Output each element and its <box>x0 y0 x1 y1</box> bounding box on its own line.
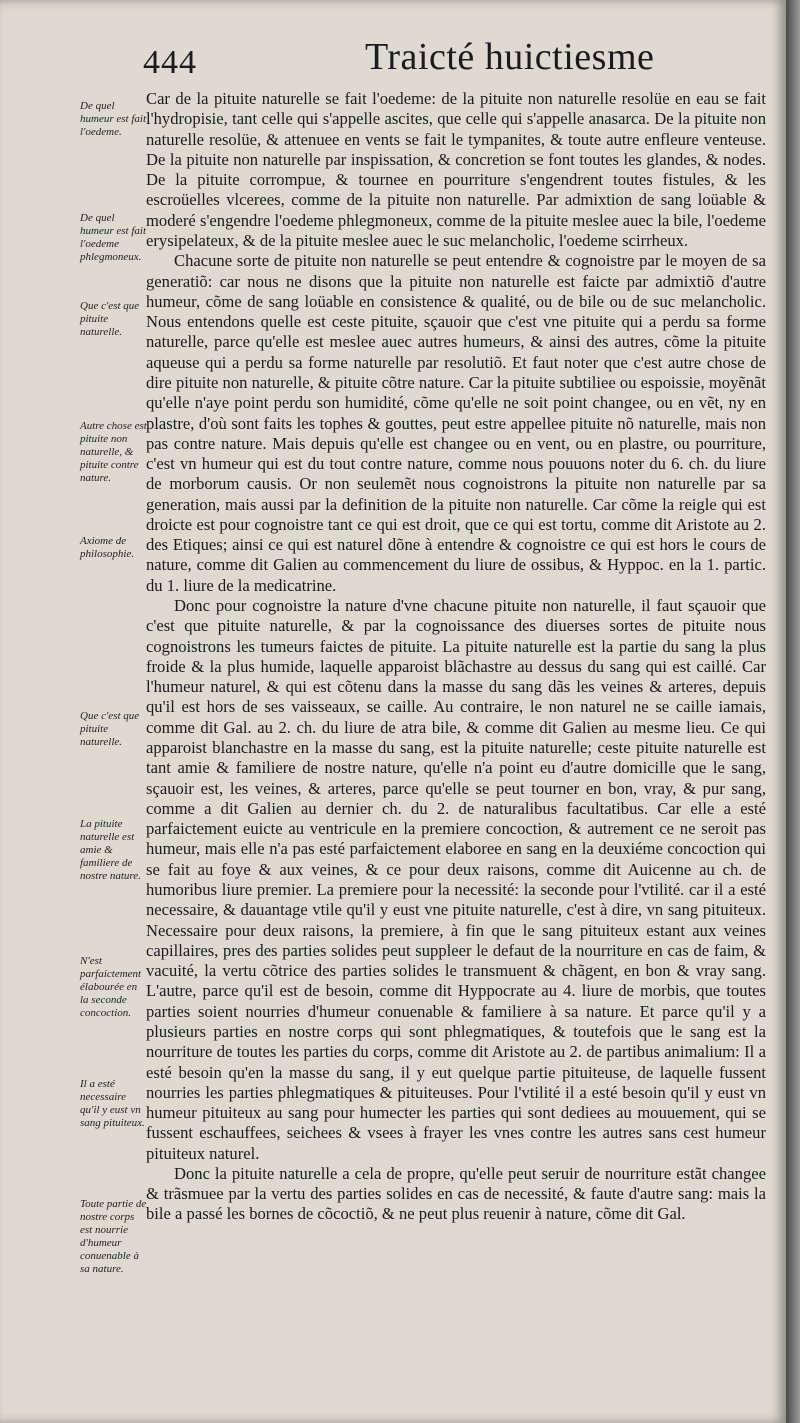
marginal-note-6: Que c'est que pituite naturelle. <box>80 710 140 748</box>
marginal-note-8: N'est parfaictement élabourée en la seconde concoction. <box>80 955 142 1019</box>
marginal-note-3: Que c'est que pituite naturelle. <box>80 300 140 338</box>
marginal-note-10: Toute partie de nostre corps est nourrie d'humeur conuenable à sa nature. <box>80 1198 147 1275</box>
marginal-note-5: Axiome de philosophie. <box>80 535 135 560</box>
paragraph-4: Donc la pituite naturelle a cela de propre, qu'elle peut seruir de nourriture estãt changee & trãsmuee par la vertu des parties solides en cas de necessité, & faute d'autre sang: mais la bile a passé les bornes de cõcoctiõ, & ne peut plus reuenir à nature, cõme dit Gal. <box>146 1163 766 1224</box>
main-text <box>146 89 766 1225</box>
marginal-note-4: Autre chose est pituite non naturelle, & pituite contre nature. <box>80 420 147 484</box>
paragraph-3: Donc pour cognoistre la nature d'vne chacune pituite non naturelle, il faut sçauoir que c'est que pituite naturelle, & par la cognoissance des diuerses sortes de pituite nous cognoistrons les tumeurs faictes de pituite. La pituite naturelle est la partie du sang la plus froide & la plus humide, laquelle apparoist blãchastre au dessus du sang qui est caillé. Car l'humeur naturel, & qui est cõtenu dans la masse du sang dãs les veines & arteres, depuis qu'il est hors de ses vaisseaux, se caille. Au contraire, le non naturel ne se caille iamais, comme dit Gal. au 2. ch. du liure de atra bile, & comme dit Galien au mesme lieu. Ce qui apparoist blanchastre en la masse du sang, est la pituite naturelle; ceste pituite naturelle est tant amie & familiere de nostre nature, qu'elle n'a point eu d'autre domicille que le sang, sçauoir est, les veines, & arteres, parce qu'elle se peut tourner en bon, vray, & pur sang, comme a dit Galien au dernier ch. du 2. de naturalibus facultatibus. Car elle a esté parfaictement euicte au ventricule en la premiere concoction, & autrement ce ne seroit pas humeur, mais elle n'a pas esté parfaictement elaboree en sang en la deuxiéme concoction qui se fait au foye & aux veines, & ce pour deux raisons, comme dit Auicenne au ch. de humoribus liure premier. La premiere pour la necessité: la seconde pour l'vtilité. car il a esté necessaire, & dauantage vtile qu'il y eust vne pituite naturelle, c'est à dire, vn sang pituiteux. Necessaire pour deux raisons, la premiere, à fin que le sang pituiteux estant aux veines capillaires, pres des parties solides peut suppleer le defaut de la nourriture en cas de faim, & vacuité, la vertu cõtrice des parties solides le transmuent & chãgent, en bon & vray sang. L'autre, parce qu'il est de besoin, comme dit Hyppocrate au 4. liure de morbis, que toutes parties soient nourries d'humeur conuenable & familiere à sa nature. Et parce qu'il y a plusieurs parties en nostre corps qui sont phlegmatiques, & toutefois que le sang est la nourriture de toutes les parties du corps, comme dit Aristote au 2. de partibus animalium: Il a esté besoin qu'en la masse du sang, il y eut quelque partie pituiteuse, de laquelle fussent nourries les parties phlegmatiques & pituiteuses. Pour l'vtilité il a esté besoin qu'il y eust vn humeur pituiteux au sang pour humecter les parties qui sont dediees au mouuement, qui se fussent eschauffees, seichees & vsees à frayer les vnes contre les autres sans cest humeur pituiteux naturel. <box>146 596 766 1163</box>
paragraph-1: Car de la pituite naturelle se fait l'oedeme: de la pituite non naturelle resolüe en eau se fait l'hydropisie, tant celle qui s'appelle ascites, que celle qui s'appelle anasarca. De la pituite non naturelle resolüe, & attenuee en vents se fait le tympanites, & toute autre enfleure venteuse. De la pituite non naturelle par inspissation, & concretion se font toutes les glandes, & nodes. De la pituite corrompue, & tournee en pourriture s'engendrent toutes fistules, & les escroüelles vlcerees, comme de la pituite non naturelle. Par admixtion de sang loüable & moderé s'engendre l'oedeme phlegmoneux, comme de la pituite meslee auec la bile, l'oedeme erysipelateux, & de la pituite meslee auec le suc melancholic, l'oedeme scirrheux. <box>146 89 766 250</box>
marginal-note-2: De quel humeur est fait l'oedeme phlegmoneux. <box>80 212 146 263</box>
marginal-note-9: Il a esté necessaire qu'il y eust vn sang pituiteux. <box>80 1078 145 1129</box>
page-number: 444 <box>143 44 197 81</box>
marginal-note-1: De quel humeur est fait l'oedeme. <box>80 100 146 138</box>
marginal-note-7: La pituite naturelle est amie & familiere de nostre nature. <box>80 818 141 882</box>
page-edge-shadow <box>786 0 800 1423</box>
running-title: Traicté huictiesme <box>365 36 655 78</box>
paragraph-2: Chacune sorte de pituite non naturelle se peut entendre & cognoistre par le moyen de sa generatiõ: car nous ne disons que la pituite non naturelle est faicte par admixtiõ d'autre humeur, cõme de sang loüable en consistence & qualité, ou de bile ou de suc melancholic. Nous entendons quelle est ceste pituite, sçauoir que c'est vne pituite qui a perdu sa forme naturelle, parce qu'elle est meslee auec autres humeurs, & ainsi des autres, cõme la pituite aqueuse qui a perdu sa forme naturelle par resolutiõ. Et faut noter que c'est autre chose de dire pituite non naturelle, & pituite cõtre nature. Car la pituite subtiliee ou espoissie, moyẽnãt qu'elle n'aye point perdu son humidité, cõme qu'elle ne soit point changee, ou en vẽt, ny en plastre, d'où sont faits les tophes & gouttes, peut estre appellee pituite nõ naturelle, mais non pas contre nature. Mais depuis qu'elle est changee ou en vent, ou en plastre, ou pourriture, c'est vn humeur qui est du tout contre nature, comme nous pouuons noter du 6. ch. du liure de morborum causis. Or non seulemẽt nous cognoistrons la pituite non naturelle par sa generation, mais aussi par la definition de la pituite non naturelle. Car cõme la reigle qui est droicte est pour cognoistre tant ce qui est droit, que ce qui est tortu, comme dit Aristote au 2. des Etiques; ainsi ce qui est naturel dõne à entendre & cognoistre ce qui est hors le cours de nature, comme dit Galien au commencement du liure de ossibus, & Hyppoc. en la 1. partic. du 1. liure de la medicatrine. <box>146 251 766 595</box>
